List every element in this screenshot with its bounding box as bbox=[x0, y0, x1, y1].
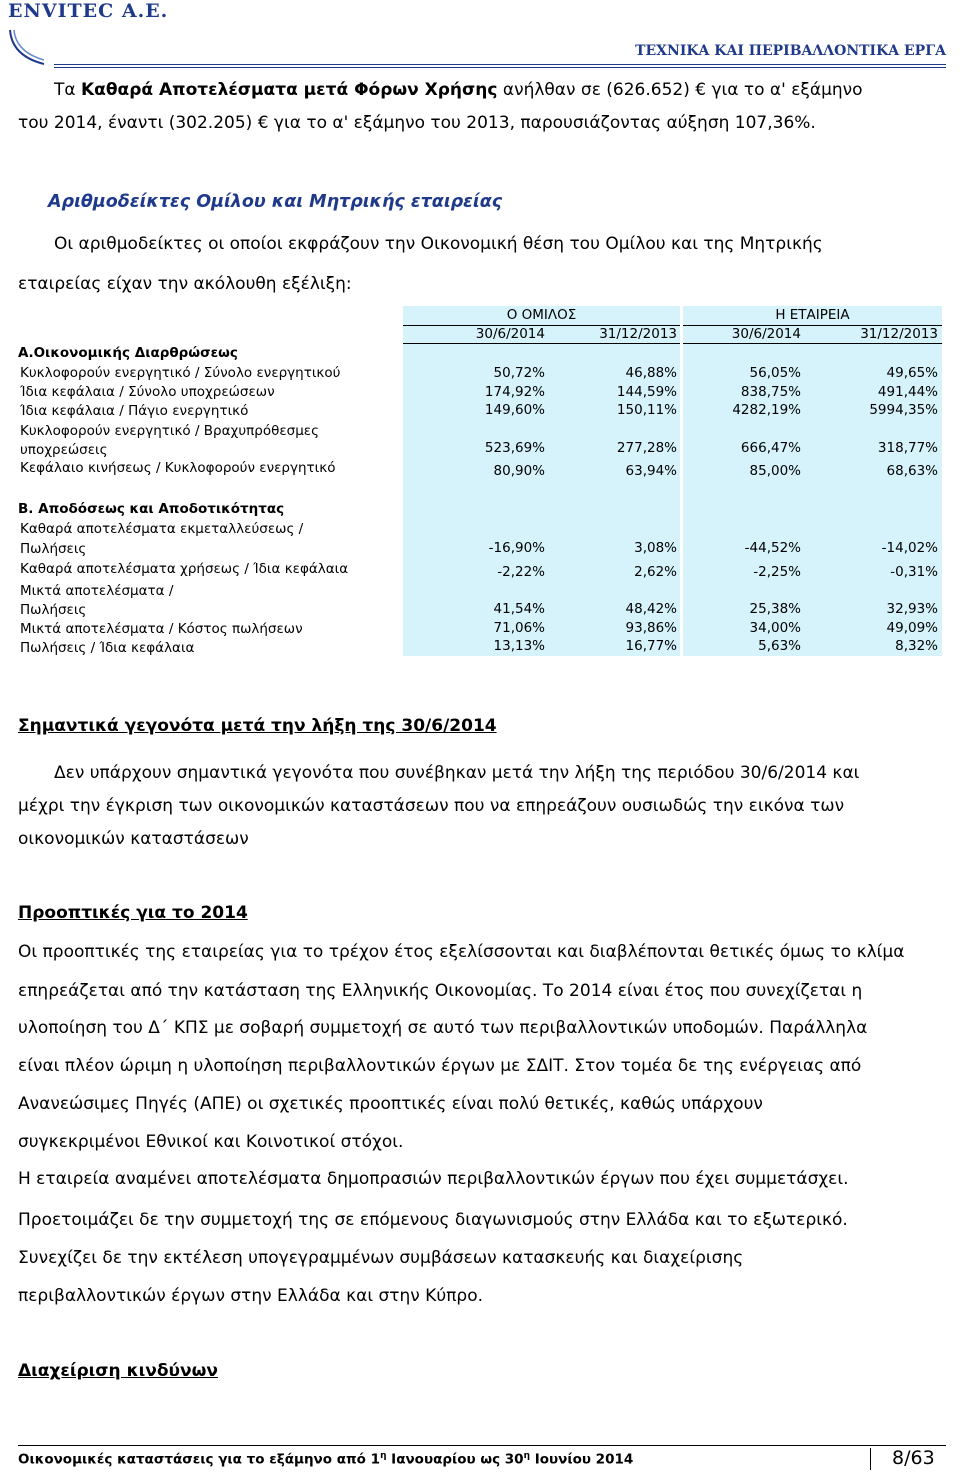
footer-text bbox=[18, 1451, 633, 1468]
row-label: Κυκλοφορούν ενεργητικό / Βραχυπρόθεσμες bbox=[20, 423, 320, 439]
table-cell: 63,94% bbox=[625, 463, 677, 479]
table-cell: 666,47% bbox=[740, 440, 801, 456]
table-cell: 523,69% bbox=[484, 440, 545, 456]
outlook-line: Ανανεώσιμες Πηγές (ΑΠΕ) οι σχετικές προοπτικές είναι πολύ θετικές, καθώς υπάρχουν bbox=[18, 1094, 763, 1114]
footer-divider bbox=[18, 1445, 946, 1446]
table-cell: 13,13% bbox=[493, 638, 545, 654]
table-cell: 48,42% bbox=[625, 601, 677, 617]
table-cell: 49,09% bbox=[886, 620, 938, 636]
row-label: Κυκλοφορούν ενεργητικό / Σύνολο ενεργητικού bbox=[20, 365, 341, 381]
table-cell: -16,90% bbox=[488, 540, 545, 556]
section-a-heading: Α.Οικονομικής Διαρθρώσεως bbox=[18, 345, 238, 361]
ratios-line-1: Οι αριθμοδείκτες οι οποίοι εκφράζουν την Οικονομική θέση του Ομίλου και της Μητρικής bbox=[54, 234, 823, 254]
outlook-line: περιβαλλοντικών έργων στην Ελλάδα και στην Κύπρο. bbox=[18, 1286, 484, 1306]
intro-text: Τα bbox=[54, 80, 81, 100]
header-subtitle: ΤΕΧΝΙΚΑ ΚΑΙ ΠΕΡΙΒΑΛΛΟΝΤΙΚΑ ΕΡΓΑ bbox=[635, 43, 946, 59]
table-cell: -2,25% bbox=[753, 564, 801, 580]
col-date-c1: 30/6/2014 bbox=[731, 326, 801, 342]
intro-text: ανήλθαν σε (626.652) € για το α' εξάμηνο bbox=[497, 80, 863, 100]
table-cell: 491,44% bbox=[877, 384, 938, 400]
table-cell: 4282,19% bbox=[732, 402, 801, 418]
footer-separator bbox=[870, 1448, 871, 1470]
intro-line-2: του 2014, έναντι (302.205) € για το α' εξάμηνο του 2013, παρουσιάζοντας αύξηση 107,36%. bbox=[18, 113, 816, 133]
table-cell: 56,05% bbox=[749, 365, 801, 381]
events-line-1: Δεν υπάρχουν σημαντικά γεγονότα που συνέβηκαν μετά την λήξη της περιόδου 30/6/2014 και bbox=[54, 763, 860, 783]
row-label: Πωλήσεις / Ίδια κεφάλαια bbox=[20, 640, 195, 656]
outlook-line: επηρεάζεται από την κατάσταση της Ελληνικής Οικονομίας. Το 2014 είναι έτος που συνεχίζεται η bbox=[18, 981, 863, 1001]
row-label: Μικτά αποτελέσματα / Κόστος πωλήσεων bbox=[20, 621, 303, 637]
row-label: Καθαρά αποτελέσματα χρήσεως / Ίδια κεφάλαια bbox=[20, 561, 349, 577]
table-cell: 71,06% bbox=[493, 620, 545, 636]
col-date-g1: 30/6/2014 bbox=[475, 326, 545, 342]
table-cell: -2,22% bbox=[497, 564, 545, 580]
table-cell: 144,59% bbox=[616, 384, 677, 400]
footer-sup: η bbox=[380, 1451, 387, 1461]
events-line-3: οικονομικών καταστάσεων bbox=[18, 829, 249, 849]
table-cell: 32,93% bbox=[886, 601, 938, 617]
col-date-c2: 31/12/2013 bbox=[860, 326, 938, 342]
ratios-title: Αριθμοδείκτες Ομίλου και Μητρικής εταιρείας bbox=[48, 192, 503, 212]
table-cell: 16,77% bbox=[625, 638, 677, 654]
risk-heading: Διαχείριση κινδύνων bbox=[18, 1361, 218, 1381]
table-cell: 46,88% bbox=[625, 365, 677, 381]
table-cell: 5,63% bbox=[758, 638, 801, 654]
table-cell: 50,72% bbox=[493, 365, 545, 381]
table-cell: 149,60% bbox=[484, 402, 545, 418]
table-cell: 8,32% bbox=[895, 638, 938, 654]
table-cell: -0,31% bbox=[890, 564, 938, 580]
row-label: Ίδια κεφάλαια / Πάγιο ενεργητικό bbox=[20, 403, 249, 419]
header-divider bbox=[54, 64, 946, 65]
section-b-heading: Β. Αποδόσεως και Αποδοτικότητας bbox=[18, 501, 285, 517]
row-label-cont: Πωλήσεις bbox=[20, 602, 87, 618]
table-cell: 68,63% bbox=[886, 463, 938, 479]
row-label-cont: υποχρεώσεις bbox=[20, 442, 108, 458]
footer-part: Ιουνίου 2014 bbox=[530, 1451, 634, 1468]
outlook-line: συγκεκριμένοι Εθνικοί και Κοινοτικοί στόχοι. bbox=[18, 1132, 404, 1152]
row-label-cont: Πωλήσεις bbox=[20, 541, 87, 557]
table-cell: 150,11% bbox=[616, 402, 677, 418]
table-cell: 85,00% bbox=[749, 463, 801, 479]
footer-sup: η bbox=[523, 1451, 531, 1461]
table-cell: -14,02% bbox=[881, 540, 938, 556]
footer-part: Οικονομικές καταστάσεις για το εξάμηνο από 1 bbox=[18, 1451, 381, 1468]
date-rule-company bbox=[683, 343, 942, 344]
intro-bold-term: Καθαρά Αποτελέσματα μετά Φόρων Χρήσης bbox=[81, 80, 498, 100]
outlook-line: Η εταιρεία αναμένει αποτελέσματα δημοπρασιών περιβαλλοντικών έργων που έχει συμμετάσχει. bbox=[18, 1169, 849, 1189]
table-cell: 277,28% bbox=[616, 440, 677, 456]
events-heading: Σημαντικά γεγονότα μετά την λήξη της 30/6/2014 bbox=[18, 716, 497, 736]
table-cell: 318,77% bbox=[877, 440, 938, 456]
company-logo: ENVITEC Α.Ε. bbox=[8, 0, 169, 22]
table-cell: 174,92% bbox=[484, 384, 545, 400]
outlook-line: είναι πλέον ώριμη η υλοποίηση περιβαλλοντικών έργων με ΣΔΙΤ. Στον τομέα δε της ενέργειας από bbox=[18, 1056, 862, 1076]
outlook-line: Προετοιμάζει δε την συμμετοχή της σε επόμενους διαγωνισμούς στην Ελλάδα και το εξωτερικό. bbox=[18, 1210, 848, 1230]
row-label: Κεφάλαιο κινήσεως / Κυκλοφορούν ενεργητικό bbox=[20, 460, 336, 476]
table-cell: 93,86% bbox=[625, 620, 677, 636]
outlook-line: Συνεχίζει δε την εκτέλεση υπογεγραμμένων συμβάσεων κατασκευής και διαχείρισης bbox=[18, 1248, 744, 1268]
row-label: Καθαρά αποτελέσματα εκμεταλλεύσεως / bbox=[20, 521, 304, 537]
logo-swoosh-icon bbox=[8, 26, 48, 66]
table-cell: 3,08% bbox=[634, 540, 677, 556]
table-cell: 49,65% bbox=[886, 365, 938, 381]
table-cell: -44,52% bbox=[744, 540, 801, 556]
events-line-2: μέχρι την έγκριση των οικονομικών καταστάσεων που να επηρεάζουν ουσιωδώς την εικόνα των bbox=[18, 796, 845, 816]
company-header: Η ΕΤΑΙΡΕΙΑ bbox=[775, 307, 850, 323]
footer-part: Ιανουαρίου ως 30 bbox=[386, 1451, 524, 1468]
table-cell: 34,00% bbox=[749, 620, 801, 636]
table-cell: 41,54% bbox=[493, 601, 545, 617]
outlook-line: υλοποίηση του Δ΄ ΚΠΣ με σοβαρή συμμετοχή σε αυτό των περιβαλλοντικών υποδομών. Παράλληλα bbox=[18, 1018, 868, 1038]
intro-line-1 bbox=[54, 74, 954, 106]
outlook-heading: Προοπτικές για το 2014 bbox=[18, 903, 248, 923]
table-cell: 80,90% bbox=[493, 463, 545, 479]
page-number: 8/63 bbox=[892, 1447, 935, 1469]
group-header: Ο ΟΜΙΛΟΣ bbox=[506, 307, 577, 323]
table-cell: 5994,35% bbox=[869, 402, 938, 418]
date-rule-group bbox=[403, 343, 680, 344]
row-label: Ίδια κεφάλαια / Σύνολο υποχρεώσεων bbox=[20, 384, 275, 400]
col-date-g2: 31/12/2013 bbox=[599, 326, 677, 342]
table-cell: 838,75% bbox=[740, 384, 801, 400]
row-label: Μικτά αποτελέσματα / bbox=[20, 583, 174, 599]
table-cell: 25,38% bbox=[749, 601, 801, 617]
ratios-line-2: εταιρείας είχαν την ακόλουθη εξέλιξη: bbox=[18, 274, 352, 294]
outlook-line: Οι προοπτικές της εταιρείας για το τρέχον έτος εξελίσσονται και διαβλέπονται θετικές όμως το κλίμα bbox=[18, 942, 905, 962]
table-cell: 2,62% bbox=[634, 564, 677, 580]
header-divider-2 bbox=[54, 67, 946, 68]
